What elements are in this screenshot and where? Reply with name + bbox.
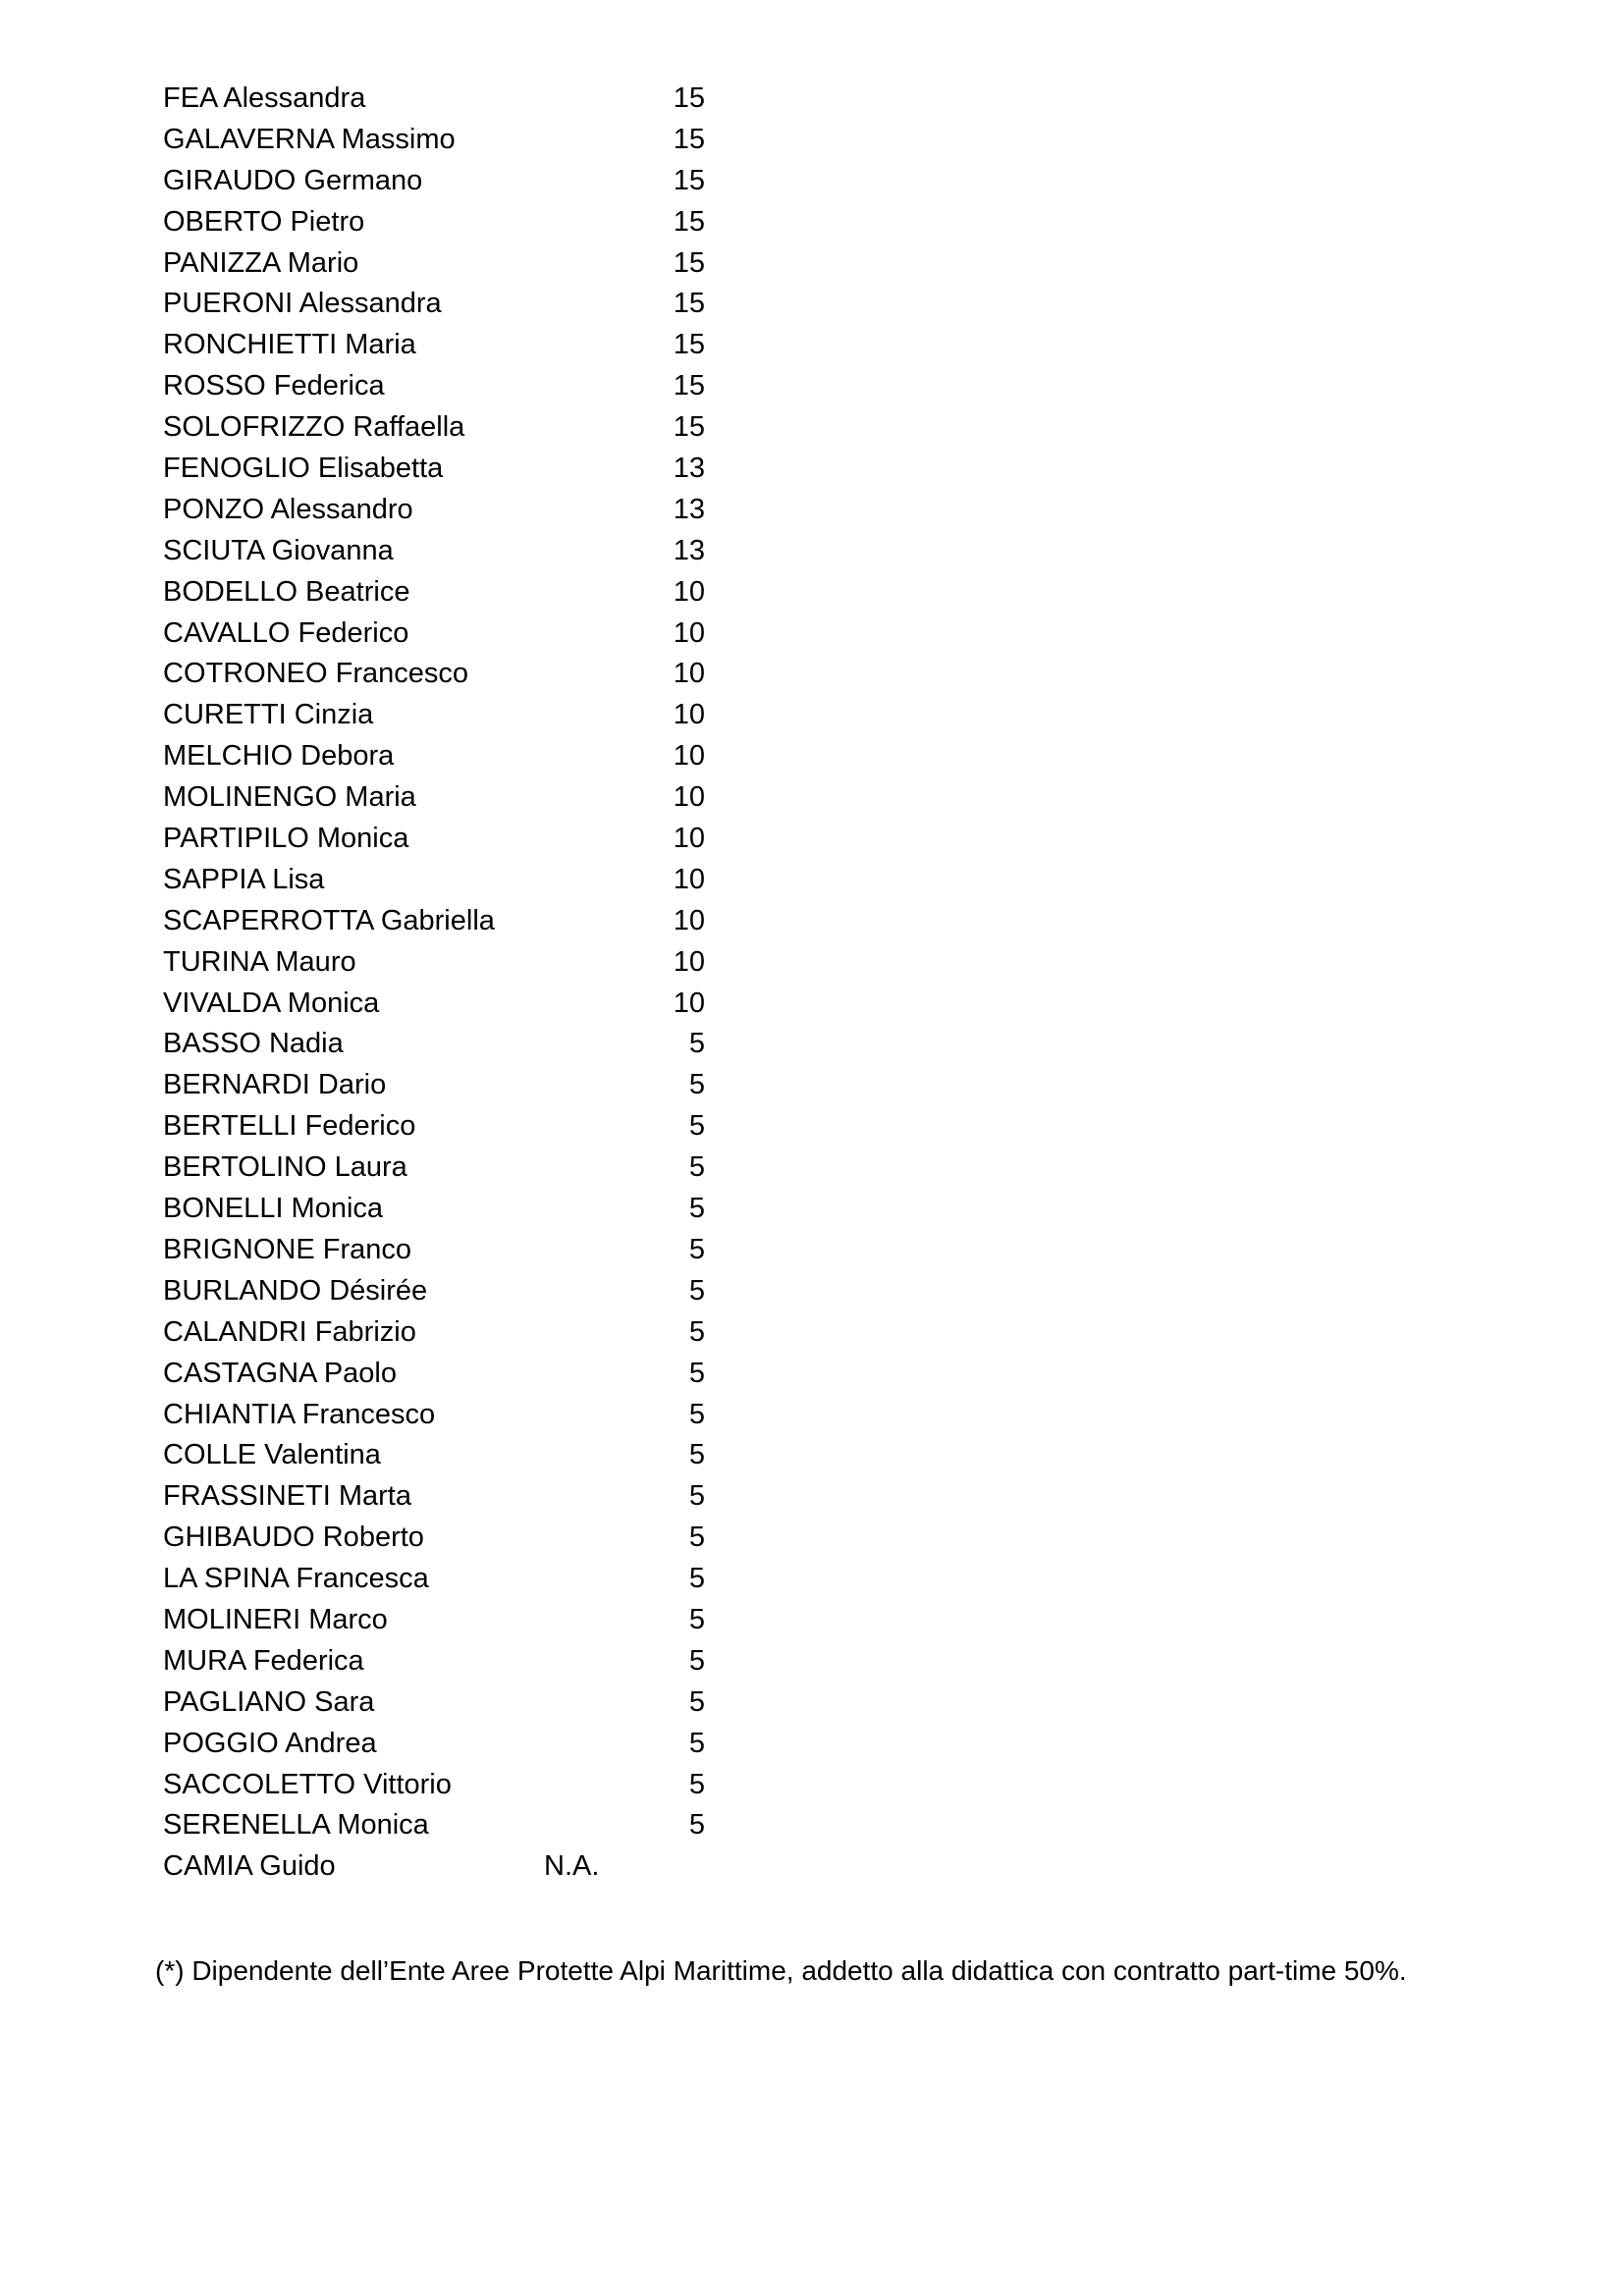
list-item (163, 1148, 713, 1189)
score-value: 10 (673, 823, 705, 855)
person-name: GIRAUDO Germano (163, 164, 423, 196)
score-value: 5 (688, 1398, 705, 1430)
list-item (163, 79, 713, 120)
list-item (163, 1065, 713, 1106)
list-item (163, 1805, 713, 1846)
person-name: RONCHIETTI Maria (163, 329, 416, 361)
person-name: CAMIA Guido (163, 1850, 336, 1883)
list-item (163, 407, 713, 449)
list-item (163, 161, 713, 202)
score-value: 5 (688, 1028, 705, 1060)
list-item (163, 1641, 713, 1682)
score-value: 15 (673, 411, 705, 444)
score-value: 5 (688, 1768, 705, 1800)
score-list (163, 79, 713, 1888)
score-value: 15 (673, 164, 705, 196)
person-name: BERTELLI Federico (163, 1110, 416, 1143)
person-name: VIVALDA Monica (163, 987, 380, 1019)
person-name: PARTIPILO Monica (163, 823, 409, 855)
list-item (163, 325, 713, 366)
person-name: CAVALLO Federico (163, 616, 409, 649)
list-item (163, 1682, 713, 1724)
score-value: 15 (673, 205, 705, 238)
list-item (163, 449, 713, 490)
person-name: BERNARDI Dario (163, 1069, 387, 1101)
person-name: COLLE Valentina (163, 1439, 381, 1471)
list-item (163, 1230, 713, 1271)
list-item (163, 1312, 713, 1354)
person-name: SCIUTA Giovanna (163, 534, 394, 566)
person-name: CALANDRI Fabrizio (163, 1315, 416, 1348)
person-name: CASTAGNA Paolo (163, 1357, 398, 1389)
score-value: 5 (688, 1233, 705, 1265)
list-item (163, 860, 713, 901)
list-item (163, 284, 713, 325)
score-value: 15 (673, 370, 705, 402)
person-name: POGGIO Andrea (163, 1727, 377, 1759)
score-value: 13 (673, 534, 705, 566)
score-value: 10 (673, 987, 705, 1019)
score-value: 5 (688, 1563, 705, 1595)
person-name: COTRONEO Francesco (163, 658, 468, 690)
score-value: 10 (673, 781, 705, 814)
footnote: (*) Dipendente dell’Ente Aree Protette Alpi Marittime, addetto alla didattica con contratto part-time 50%. (155, 1955, 1407, 1986)
list-item (163, 120, 713, 161)
list-item (163, 1724, 713, 1765)
score-value: 5 (688, 1522, 705, 1554)
list-item (163, 1846, 713, 1888)
score-value: 10 (673, 740, 705, 773)
score-value: 15 (673, 123, 705, 155)
person-name: MURA Federica (163, 1644, 364, 1677)
score-value: 5 (688, 1193, 705, 1225)
list-item (163, 1518, 713, 1559)
person-name: SERENELLA Monica (163, 1809, 429, 1842)
score-value: 10 (673, 658, 705, 690)
person-name: CHIANTIA Francesco (163, 1398, 436, 1430)
list-item (163, 1024, 713, 1065)
list-item (163, 654, 713, 695)
score-value: 5 (688, 1809, 705, 1842)
person-name: MOLINERI Marco (163, 1603, 388, 1635)
person-name: BURLANDO Désirée (163, 1274, 428, 1307)
score-value: 15 (673, 246, 705, 279)
person-name: BASSO Nadia (163, 1028, 344, 1060)
person-name: SCAPERROTTA Gabriella (163, 904, 495, 936)
list-item (163, 1395, 713, 1436)
person-name: BERTOLINO Laura (163, 1151, 407, 1184)
list-item (163, 1189, 713, 1230)
list-item (163, 1271, 713, 1312)
score-value: 5 (688, 1603, 705, 1635)
person-name: LA SPINA Francesca (163, 1563, 429, 1595)
person-name: MELCHIO Debora (163, 740, 395, 773)
list-item (163, 531, 713, 572)
score-value: 10 (673, 904, 705, 936)
score-value: 15 (673, 82, 705, 114)
score-value: 5 (688, 1727, 705, 1759)
person-name: PAGLIANO Sara (163, 1685, 375, 1718)
list-item (163, 490, 713, 531)
list-item (163, 736, 713, 777)
score-value: 15 (673, 288, 705, 320)
list-item (163, 901, 713, 942)
person-name: GALAVERNA Massimo (163, 123, 456, 155)
list-item (163, 614, 713, 655)
score-value: 5 (688, 1110, 705, 1143)
list-item (163, 695, 713, 736)
list-item (163, 777, 713, 819)
person-name: SACCOLETTO Vittorio (163, 1768, 452, 1800)
list-item (163, 1765, 713, 1806)
person-name: SOLOFRIZZO Raffaella (163, 411, 465, 444)
list-item (163, 572, 713, 614)
score-value: 5 (688, 1151, 705, 1184)
person-name: ROSSO Federica (163, 370, 385, 402)
score-value: 10 (673, 699, 705, 731)
score-value: 5 (688, 1644, 705, 1677)
list-item (163, 819, 713, 860)
person-name: BRIGNONE Franco (163, 1233, 411, 1265)
person-name: CURETTI Cinzia (163, 699, 374, 731)
score-value: 10 (673, 575, 705, 608)
person-name: PANIZZA Mario (163, 246, 359, 279)
score-value: 5 (688, 1274, 705, 1307)
score-value: 5 (688, 1357, 705, 1389)
person-name: PONZO Alessandro (163, 493, 413, 525)
list-item (163, 1476, 713, 1518)
score-value: 15 (673, 329, 705, 361)
list-item (163, 984, 713, 1025)
person-name: OBERTO Pietro (163, 205, 365, 238)
person-name: SAPPIA Lisa (163, 863, 325, 895)
person-name: BODELLO Beatrice (163, 575, 410, 608)
list-item (163, 1600, 713, 1641)
score-value: 10 (673, 616, 705, 649)
person-name: MOLINENGO Maria (163, 781, 416, 814)
score-value: N.A. (544, 1850, 600, 1883)
score-value: 5 (688, 1439, 705, 1471)
person-name: FEA Alessandra (163, 82, 366, 114)
score-value: 10 (673, 945, 705, 978)
score-value: 13 (673, 493, 705, 525)
list-item (163, 243, 713, 285)
list-item (163, 1435, 713, 1476)
list-item (163, 1559, 713, 1600)
list-item (163, 366, 713, 407)
list-item (163, 1354, 713, 1395)
person-name: TURINA Mauro (163, 945, 356, 978)
score-value: 5 (688, 1315, 705, 1348)
score-value: 10 (673, 863, 705, 895)
list-item (163, 202, 713, 243)
person-name: GHIBAUDO Roberto (163, 1522, 424, 1554)
person-name: BONELLI Monica (163, 1193, 384, 1225)
list-item (163, 942, 713, 984)
list-item (163, 1106, 713, 1148)
score-value: 5 (688, 1069, 705, 1101)
person-name: FENOGLIO Elisabetta (163, 453, 444, 485)
score-value: 5 (688, 1480, 705, 1513)
person-name: PUERONI Alessandra (163, 288, 442, 320)
score-value: 13 (673, 453, 705, 485)
person-name: FRASSINETI Marta (163, 1480, 411, 1513)
score-value: 5 (688, 1685, 705, 1718)
